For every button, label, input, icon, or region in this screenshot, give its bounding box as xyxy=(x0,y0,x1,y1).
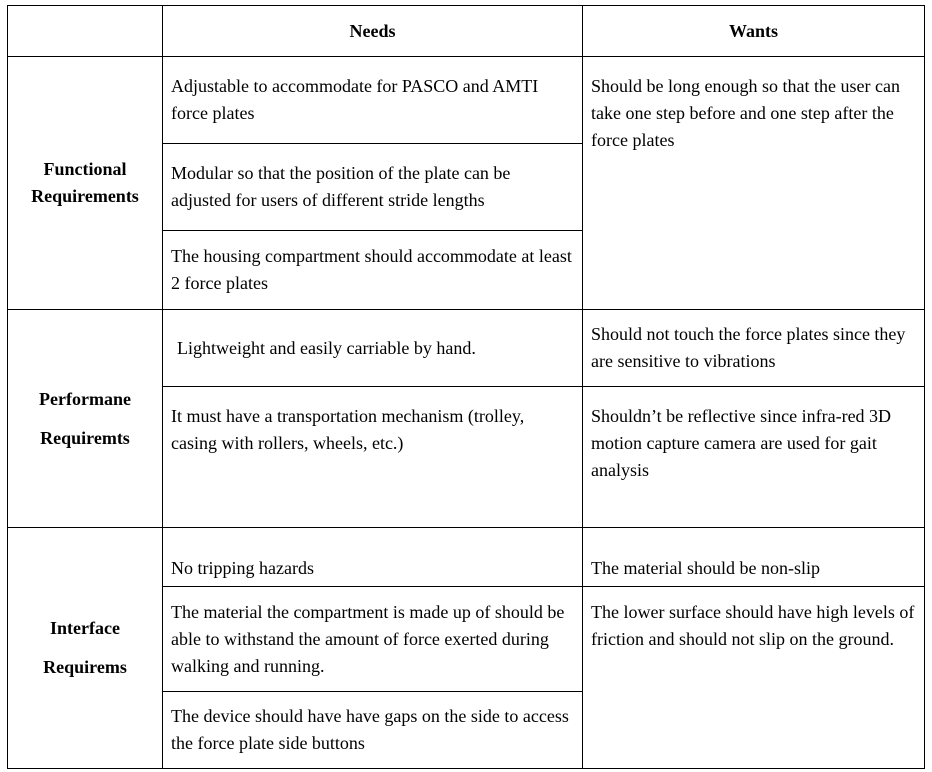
interface-requirements-label: Interface Requirems xyxy=(8,528,163,769)
want-cell: The material should be non-slip xyxy=(583,528,925,587)
need-cell: No tripping hazards xyxy=(163,528,583,587)
table-row xyxy=(8,310,925,387)
want-cell: The lower surface should have high levels of friction and should not slip on the ground. xyxy=(583,587,925,769)
needs-header: Needs xyxy=(163,6,583,57)
need-cell: It must have a transportation mechanism (trolley, casing with rollers, wheels, etc.) xyxy=(163,387,583,528)
header-row xyxy=(8,6,925,57)
corner-cell xyxy=(8,6,163,57)
need-cell: The material the compartment is made up of should be able to withstand the amount of force exerted during walking and running. xyxy=(163,587,583,692)
table-row xyxy=(8,57,925,144)
need-cell: The device should have have gaps on the side to access the force plate side buttons xyxy=(163,692,583,769)
wants-header: Wants xyxy=(583,6,925,57)
functional-requirements-label: Functional Requirements xyxy=(8,57,163,310)
need-cell: Modular so that the position of the plate can be adjusted for users of different stride lengths xyxy=(163,144,583,231)
want-cell: Should be long enough so that the user can take one step before and one step after the force plates xyxy=(583,57,925,310)
need-cell: The housing compartment should accommodate at least 2 force plates xyxy=(163,231,583,310)
need-cell: Adjustable to accommodate for PASCO and AMTI force plates xyxy=(163,57,583,144)
want-cell: Shouldn’t be reflective since infra-red 3D motion capture camera are used for gait analysis xyxy=(583,387,925,528)
requirements-table xyxy=(7,5,925,769)
want-cell: Should not touch the force plates since they are sensitive to vibrations xyxy=(583,310,925,387)
need-cell: Lightweight and easily carriable by hand. xyxy=(163,310,583,387)
table-row xyxy=(8,528,925,587)
performance-requirements-label: Performane Requiremts xyxy=(8,310,163,528)
